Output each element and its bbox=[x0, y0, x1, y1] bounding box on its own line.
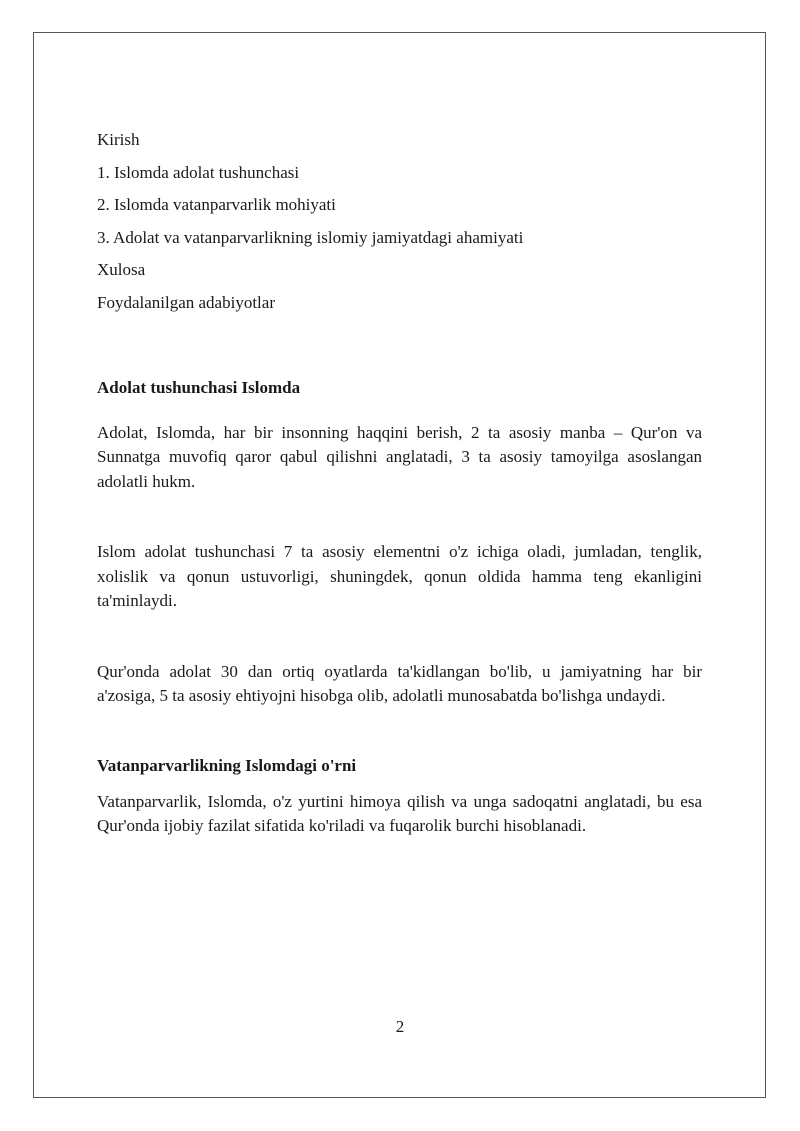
paragraph: Islom adolat tushunchasi 7 ta asosiy elementni o'z ichiga oladi, jumladan, tenglik, xolislik va qonun ustuvorligi, shuningdek, qonun oldida hamma teng ekanligini ta'minlaydi. bbox=[97, 542, 702, 611]
toc-item-3: 3. Adolat va vatanparvarlikning islomiy jamiyatdagi ahamiyati bbox=[97, 227, 524, 247]
section-heading-vatanparvarlik: Vatanparvarlikning Islomdagi o'rni bbox=[97, 755, 357, 775]
toc-item-1: 1. Islomda adolat tushunchasi bbox=[97, 162, 300, 182]
document-body bbox=[97, 127, 702, 839]
toc-item-2: 2. Islomda vatanparvarlik mohiyati bbox=[97, 195, 336, 215]
toc-item-references: Foydalanilgan adabiyotlar bbox=[97, 292, 275, 312]
paragraph: Adolat, Islomda, har bir insonning haqqini berish, 2 ta asosiy manba – Qur'on va Sunnatga muvofiq qaror qabul qilishni anglatadi, 3 ta asosiy tamoyilga asoslangan adolatli hukm. bbox=[97, 422, 702, 491]
table-of-contents bbox=[97, 127, 702, 323]
section-heading-adolat: Adolat tushunchasi Islomda bbox=[97, 377, 301, 397]
page-number: 2 bbox=[395, 1017, 405, 1036]
toc-item-intro: Kirish bbox=[97, 130, 140, 149]
toc-item-conclusion: Xulosa bbox=[97, 260, 146, 280]
paragraph: Qur'onda adolat 30 dan ortiq oyatlarda ta'kidlangan bo'lib, u jamiyatning har bir a'zosiga, 5 ta asosiy ehtiyojni hisobga olib, adolatli munosabatda bo'lishga undaydi. bbox=[97, 661, 702, 706]
paragraph: Vatanparvarlik, Islomda, o'z yurtini himoya qilish va unga sadoqatni anglatadi, bu esa Qur'onda ijobiy fazilat sifatida ko'riladi va fuqarolik burchi hisoblanadi. bbox=[97, 791, 702, 836]
